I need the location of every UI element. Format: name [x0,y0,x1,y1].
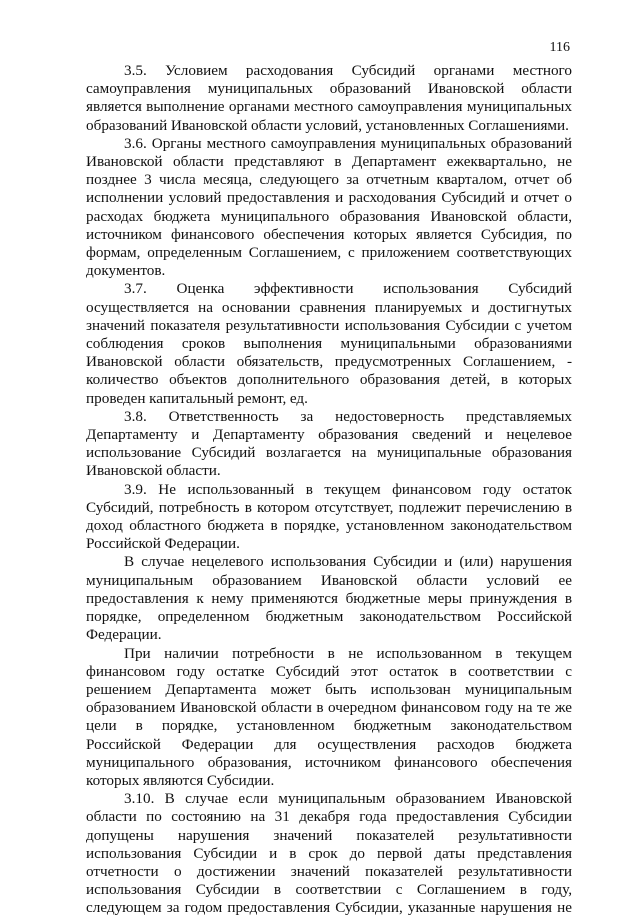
paragraph-3-6: 3.6. Органы местного самоуправления муниципальных образований Ивановской области представляют в Департамент ежеквартально, не позднее 3 числа месяца, следующего за отчетным кварталом, отчет об исполнении условий предоставления и расходования Субсидий и отчет о расходах бюджета муниципального образования Ивановской области, источником финансового обеспечения которых является Субсидия, по формам, определенным Соглашением, с приложением соответствующих документов. [86,134,572,280]
paragraph-3-5: 3.5. Условием расходования Субсидий органами местного самоуправления муниципальных образований Ивановской области является выполнение органами местного самоуправления муниципальных образований Ивановской области условий, установленных Соглашениями. [86,62,572,134]
paragraph-3-10: 3.10. В случае если муниципальным образованием Ивановской области по состоянию на 31 декабря года предоставления Субсидии допущены нарушения значений показателей результативности использования Субсидии и в срок до первой даты представления отчетности о достижении значений показателей результативности использования Субсидии в соответствии с Соглашением в году, следующем за годом предоставления Субсидии, указанные нарушения не [86,790,572,917]
paragraph-3-7: 3.7. Оценка эффективности использования Субсидий осуществляется на основании сравнения планируемых и достигнутых значений показателя результативности использования Субсидии с учетом соблюдения сроков выполнения муниципальными образованиями Ивановской области обязательств, предусмотренных Соглашением, - количество объектов дополнительного образования детей, в которых проведен капитальный ремонт, ед. [86,280,572,407]
page-number: 116 [549,40,570,55]
paragraph-3-9: 3.9. Не использованный в текущем финансовом году остаток Субсидий, потребность в котором отсутствует, подлежит перечислению в доход областного бюджета в порядке, установленном законодательством Российской Федерации. [86,480,572,553]
paragraph-remainder: При наличии потребности в не использованном в текущем финансовом году остатке Субсидий этот остаток в соответствии с решением Департамента может быть использован муниципальным образованием Ивановской области в очередном финансовом году на те же цели в порядке, установленном бюджетным законодательством Российской Федерации для осуществления расходов бюджета муниципального образования, источником финансового обеспечения которых являются Субсидии. [86,644,572,789]
paragraph-3-8: 3.8. Ответственность за недостоверность представляемых Департаменту и Департаменту образования сведений и нецелевое использование Субсидий возлагается на муниципальные образования Ивановской области. [86,407,572,480]
paragraph-misuse: В случае нецелевого использования Субсидии и (или) нарушения муниципальным образованием Ивановской области условий ее предоставления к нему применяются бюджетные меры принуждения в порядке, определенном бюджетным законодательством Российской Федерации. [86,553,572,644]
document-body [86,62,572,918]
